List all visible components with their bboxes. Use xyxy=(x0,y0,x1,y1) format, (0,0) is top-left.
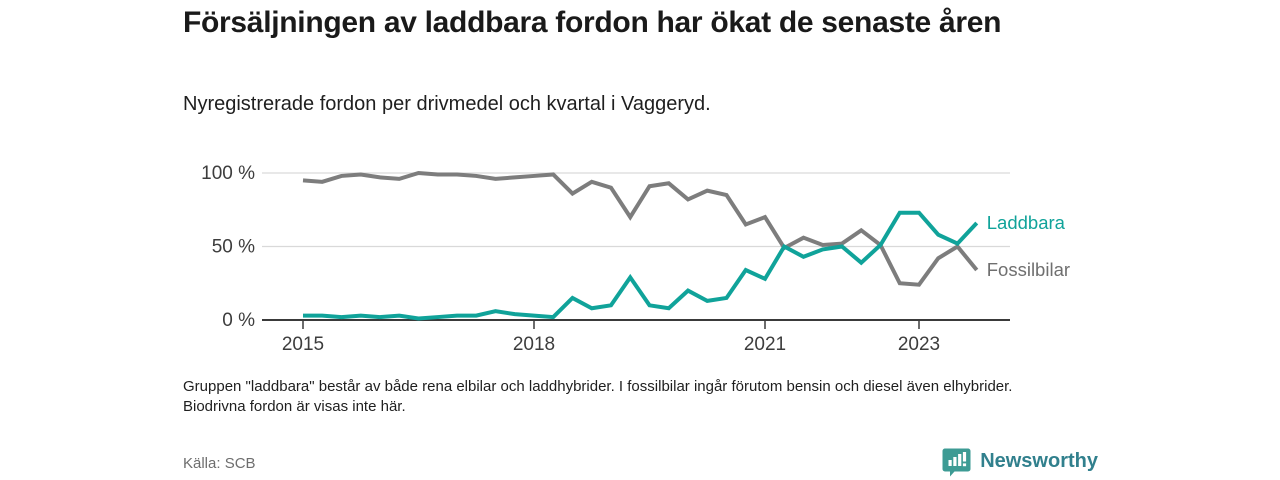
gridlines xyxy=(262,173,1010,247)
newsworthy-logo[interactable] xyxy=(941,446,1098,477)
x-tick-label-2023: 2023 xyxy=(897,334,941,355)
bar-3 xyxy=(958,454,961,466)
y-tick-label-50: 50 % xyxy=(211,236,255,258)
y-tick-label-0: 0 % xyxy=(222,310,255,331)
bar-1 xyxy=(949,460,952,466)
series-line-laddbara xyxy=(303,213,977,319)
logo-text: Newsworthy xyxy=(980,450,1098,472)
footnote: Gruppen "laddbara" består av både rena elbilar och laddhybrider. I fossilbilar ingår förutom bensin och diesel även elhybrider. Biodrivna fordon är visas inte här. xyxy=(183,378,1013,415)
exclamation-dot xyxy=(963,463,966,466)
series-lines xyxy=(303,173,977,319)
bar-2 xyxy=(953,457,956,466)
x-tick-label-2018: 2018 xyxy=(512,334,556,355)
x-tick-label-2015: 2015 xyxy=(281,334,325,355)
y-tick-label-100: 100 % xyxy=(201,163,255,184)
series-label-fossilbilar: Fossilbilar xyxy=(986,259,1071,281)
x-axis-labels xyxy=(282,334,940,355)
series-label-laddbara: Laddbara xyxy=(986,211,1065,233)
y-axis-labels xyxy=(201,163,255,331)
x-tick-label-2021: 2021 xyxy=(743,334,787,355)
chart-subtitle: Nyregistrerade fordon per drivmedel och kvartal i Vaggeryd. xyxy=(183,93,711,115)
bar-chart-speech-bubble-icon xyxy=(941,446,972,477)
source-label: Källa: SCB xyxy=(183,455,256,472)
x-axis xyxy=(262,320,1010,329)
exclamation-bar xyxy=(963,452,966,462)
chart-title: Försäljningen av laddbara fordon har ökat de senaste åren xyxy=(183,6,1002,39)
series-line-fossilbilar xyxy=(303,173,977,285)
series-labels xyxy=(987,212,1070,280)
